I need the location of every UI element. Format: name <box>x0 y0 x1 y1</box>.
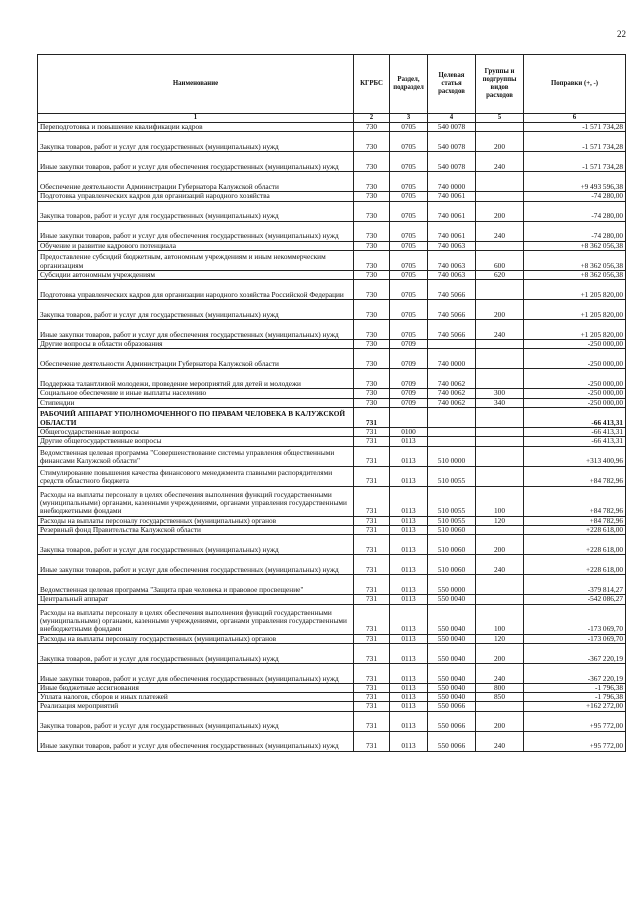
row-section: 0705 <box>390 270 428 279</box>
row-section: 0113 <box>390 693 428 702</box>
row-section: 0100 <box>390 428 428 437</box>
row-target: 550 0066 <box>428 731 476 751</box>
row-section: 0113 <box>390 702 428 711</box>
row-section: 0113 <box>390 466 428 486</box>
table-row <box>38 711 626 731</box>
row-target: 550 0000 <box>428 575 476 595</box>
row-target: 550 0040 <box>428 693 476 702</box>
column-number: 6 <box>524 114 626 123</box>
row-group: 340 <box>476 398 524 407</box>
row-group: 800 <box>476 683 524 692</box>
row-target: 740 0062 <box>428 369 476 389</box>
row-section: 0705 <box>390 132 428 152</box>
row-section: 0705 <box>390 280 428 300</box>
header-kgrbs: КГРБС <box>354 55 390 114</box>
row-section: 0113 <box>390 525 428 534</box>
row-group: 200 <box>476 535 524 555</box>
row-group <box>476 595 524 604</box>
row-kgrbs: 731 <box>354 702 390 711</box>
row-amount: +1 205 820,00 <box>524 280 626 300</box>
row-group: 100 <box>476 486 524 516</box>
row-name: Закупка товаров, работ и услуг для государственных (муниципальных) нужд <box>38 535 354 555</box>
row-group <box>476 349 524 369</box>
row-section: 0705 <box>390 123 428 132</box>
row-name: Обеспечение деятельности Администрации Губернатора Калужской области <box>38 172 354 192</box>
row-amount: +84 782,96 <box>524 466 626 486</box>
row-kgrbs: 731 <box>354 663 390 683</box>
table-row <box>38 300 626 320</box>
row-name: Обучение и развитие кадрового потенциала <box>38 241 354 250</box>
row-target: 740 5066 <box>428 300 476 320</box>
row-amount: +8 362 056,38 <box>524 270 626 279</box>
row-kgrbs: 731 <box>354 408 390 428</box>
table-row <box>38 389 626 398</box>
row-name: Другие вопросы в области образования <box>38 340 354 349</box>
row-target <box>428 408 476 428</box>
row-amount: +84 782,96 <box>524 516 626 525</box>
row-group: 200 <box>476 711 524 731</box>
row-kgrbs: 730 <box>354 270 390 279</box>
row-kgrbs: 731 <box>354 555 390 575</box>
row-amount: -250 000,00 <box>524 340 626 349</box>
row-section: 0705 <box>390 192 428 201</box>
row-section <box>390 408 428 428</box>
row-target <box>428 437 476 446</box>
row-target: 740 0061 <box>428 201 476 221</box>
row-section: 0709 <box>390 340 428 349</box>
row-name: Иные закупки товаров, работ и услуг для обеспечения государственных (муниципальных) нужд <box>38 320 354 340</box>
table-row <box>38 398 626 407</box>
row-group: 240 <box>476 152 524 172</box>
row-target: 550 0040 <box>428 595 476 604</box>
row-section: 0113 <box>390 643 428 663</box>
row-target: 510 0055 <box>428 516 476 525</box>
row-amount: -173 069,70 <box>524 634 626 643</box>
row-name: Иные закупки товаров, работ и услуг для обеспечения государственных (муниципальных) нужд <box>38 555 354 575</box>
row-name: Подготовка управленческих кадров для организации народного хозяйства Российской Федерации <box>38 280 354 300</box>
row-group <box>476 280 524 300</box>
row-group: 200 <box>476 643 524 663</box>
table-row <box>38 369 626 389</box>
row-kgrbs: 731 <box>354 711 390 731</box>
row-target: 740 0000 <box>428 349 476 369</box>
row-target: 740 0061 <box>428 192 476 201</box>
row-kgrbs: 731 <box>354 683 390 692</box>
row-group: 200 <box>476 132 524 152</box>
row-kgrbs: 730 <box>354 201 390 221</box>
row-name: Иные закупки товаров, работ и услуг для обеспечения государственных (муниципальных) нужд <box>38 731 354 751</box>
row-group: 200 <box>476 201 524 221</box>
row-amount: -1 796,38 <box>524 683 626 692</box>
row-amount: +228 618,00 <box>524 535 626 555</box>
row-target: 740 0061 <box>428 221 476 241</box>
row-group <box>476 525 524 534</box>
table-row <box>38 172 626 192</box>
row-name: Субсидии автономным учреждениям <box>38 270 354 279</box>
row-section: 0113 <box>390 437 428 446</box>
row-group <box>476 437 524 446</box>
row-name: Предоставление субсидий бюджетным, автономным учреждениям и иным некоммерческим организациям <box>38 250 354 270</box>
row-group: 120 <box>476 516 524 525</box>
row-group <box>476 408 524 428</box>
row-kgrbs: 731 <box>354 693 390 702</box>
row-name: Расходы на выплаты персоналу государственных (муниципальных) органов <box>38 516 354 525</box>
row-target: 510 0000 <box>428 446 476 466</box>
row-name: Общегосударственные вопросы <box>38 428 354 437</box>
column-number-row <box>38 114 626 123</box>
column-number: 5 <box>476 114 524 123</box>
row-amount: -367 220,19 <box>524 663 626 683</box>
row-section: 0705 <box>390 320 428 340</box>
row-target: 740 0062 <box>428 398 476 407</box>
header-name: Наименование <box>38 55 354 114</box>
row-amount: -250 000,00 <box>524 369 626 389</box>
row-group: 240 <box>476 731 524 751</box>
row-amount: -74 280,00 <box>524 201 626 221</box>
row-target: 550 0066 <box>428 702 476 711</box>
row-group: 100 <box>476 604 524 634</box>
row-kgrbs: 731 <box>354 466 390 486</box>
row-amount: -173 069,70 <box>524 604 626 634</box>
row-amount: -74 280,00 <box>524 192 626 201</box>
row-name: Стипендии <box>38 398 354 407</box>
row-name: Закупка товаров, работ и услуг для государственных (муниципальных) нужд <box>38 711 354 731</box>
header-section: Раздел, подраздел <box>390 55 428 114</box>
table-row <box>38 349 626 369</box>
row-section: 0705 <box>390 250 428 270</box>
table-row <box>38 683 626 692</box>
row-section: 0113 <box>390 446 428 466</box>
row-amount: -1 571 734,28 <box>524 132 626 152</box>
row-section: 0705 <box>390 241 428 250</box>
row-group: 600 <box>476 250 524 270</box>
row-name: Иные закупки товаров, работ и услуг для обеспечения государственных (муниципальных) нужд <box>38 663 354 683</box>
row-name: Обеспечение деятельности Администрации Губернатора Калужской области <box>38 349 354 369</box>
row-kgrbs: 730 <box>354 340 390 349</box>
row-group <box>476 466 524 486</box>
row-kgrbs: 731 <box>354 575 390 595</box>
row-target: 740 5066 <box>428 320 476 340</box>
row-section: 0113 <box>390 604 428 634</box>
table-row <box>38 693 626 702</box>
row-name: Резервный фонд Правительства Калужской области <box>38 525 354 534</box>
row-group: 120 <box>476 634 524 643</box>
table-row <box>38 595 626 604</box>
row-name: Социальное обеспечение и иные выплаты населению <box>38 389 354 398</box>
table-row <box>38 123 626 132</box>
row-group: 200 <box>476 300 524 320</box>
table-row <box>38 663 626 683</box>
row-name: Иные бюджетные ассигнования <box>38 683 354 692</box>
row-kgrbs: 731 <box>354 535 390 555</box>
row-amount: -66 413,31 <box>524 437 626 446</box>
column-number: 4 <box>428 114 476 123</box>
row-section: 0113 <box>390 663 428 683</box>
row-amount: -542 086,27 <box>524 595 626 604</box>
row-group <box>476 172 524 192</box>
row-amount: -74 280,00 <box>524 221 626 241</box>
row-amount: +8 362 056,38 <box>524 241 626 250</box>
row-amount: +95 772,00 <box>524 731 626 751</box>
row-group: 240 <box>476 555 524 575</box>
row-kgrbs: 730 <box>354 389 390 398</box>
table-row <box>38 535 626 555</box>
row-kgrbs: 730 <box>354 172 390 192</box>
row-group: 300 <box>476 389 524 398</box>
row-name: Подготовка управленческих кадров для организаций народного хозяйства <box>38 192 354 201</box>
row-name: Закупка товаров, работ и услуг для государственных (муниципальных) нужд <box>38 201 354 221</box>
table-row <box>38 250 626 270</box>
row-name: Ведомственная целевая программа "Совершенствование системы управления общественными финансами Калужской области" <box>38 446 354 466</box>
row-target: 540 0078 <box>428 152 476 172</box>
row-section: 0709 <box>390 389 428 398</box>
table-row <box>38 241 626 250</box>
row-name: Расходы на выплаты персоналу в целях обеспечения выполнения функций государственными (муниципальными) органами, казенными учреждениями, органами управления государственными внебюджетными фондами <box>38 486 354 516</box>
row-target: 550 0040 <box>428 643 476 663</box>
table-row <box>38 408 626 428</box>
row-kgrbs: 730 <box>354 221 390 241</box>
row-kgrbs: 730 <box>354 300 390 320</box>
row-amount: -250 000,00 <box>524 389 626 398</box>
row-amount: +1 205 820,00 <box>524 300 626 320</box>
row-amount: +313 400,96 <box>524 446 626 466</box>
row-name: Расходы на выплаты персоналу государственных (муниципальных) органов <box>38 634 354 643</box>
row-amount: -250 000,00 <box>524 398 626 407</box>
row-amount: +1 205 820,00 <box>524 320 626 340</box>
row-group <box>476 428 524 437</box>
row-amount: -367 220,19 <box>524 643 626 663</box>
row-section: 0113 <box>390 555 428 575</box>
column-number: 3 <box>390 114 428 123</box>
row-name: Переподготовка и повышение квалификации кадров <box>38 123 354 132</box>
row-group <box>476 575 524 595</box>
column-number: 2 <box>354 114 390 123</box>
row-name: Закупка товаров, работ и услуг для государственных (муниципальных) нужд <box>38 132 354 152</box>
row-amount: +8 362 056,38 <box>524 250 626 270</box>
table-row <box>38 575 626 595</box>
row-group: 850 <box>476 693 524 702</box>
table-row <box>38 486 626 516</box>
row-kgrbs: 730 <box>354 152 390 172</box>
row-group <box>476 340 524 349</box>
row-kgrbs: 730 <box>354 192 390 201</box>
amendments-table <box>37 54 626 752</box>
table-row <box>38 643 626 663</box>
row-target: 550 0040 <box>428 683 476 692</box>
row-amount: -66 413,31 <box>524 428 626 437</box>
row-amount: -1 571 734,28 <box>524 123 626 132</box>
table-row <box>38 280 626 300</box>
row-amount: +84 782,96 <box>524 486 626 516</box>
row-target: 510 0060 <box>428 555 476 575</box>
row-target: 550 0040 <box>428 634 476 643</box>
row-amount: -250 000,00 <box>524 349 626 369</box>
row-target: 510 0055 <box>428 486 476 516</box>
row-kgrbs: 731 <box>354 643 390 663</box>
row-section: 0705 <box>390 152 428 172</box>
row-section: 0113 <box>390 634 428 643</box>
row-amount: +162 272,00 <box>524 702 626 711</box>
row-target: 550 0040 <box>428 604 476 634</box>
row-amount: -1 796,38 <box>524 693 626 702</box>
row-section: 0705 <box>390 172 428 192</box>
page-number: 22 <box>617 29 626 39</box>
row-group <box>476 241 524 250</box>
row-target: 740 0063 <box>428 241 476 250</box>
row-target: 740 5066 <box>428 280 476 300</box>
table-row <box>38 192 626 201</box>
row-kgrbs: 731 <box>354 634 390 643</box>
row-target: 740 0062 <box>428 389 476 398</box>
table-row <box>38 702 626 711</box>
row-name: Иные закупки товаров, работ и услуг для обеспечения государственных (муниципальных) нужд <box>38 221 354 241</box>
row-name: Поддержка талантливой молодежи, проведение мероприятий для детей и молодежи <box>38 369 354 389</box>
row-name: Реализация мероприятий <box>38 702 354 711</box>
row-target: 550 0066 <box>428 711 476 731</box>
table-row <box>38 446 626 466</box>
row-target: 550 0040 <box>428 663 476 683</box>
row-target: 540 0078 <box>428 123 476 132</box>
table-row <box>38 604 626 634</box>
row-kgrbs: 731 <box>354 525 390 534</box>
row-target: 540 0078 <box>428 132 476 152</box>
table-row <box>38 437 626 446</box>
row-group <box>476 702 524 711</box>
row-section: 0113 <box>390 516 428 525</box>
row-kgrbs: 731 <box>354 516 390 525</box>
row-section: 0709 <box>390 349 428 369</box>
row-kgrbs: 731 <box>354 437 390 446</box>
row-amount: -66 413,31 <box>524 408 626 428</box>
table-row <box>38 731 626 751</box>
row-name: Другие общегосударственные вопросы <box>38 437 354 446</box>
row-kgrbs: 731 <box>354 604 390 634</box>
row-target: 510 0055 <box>428 466 476 486</box>
row-kgrbs: 730 <box>354 132 390 152</box>
row-amount: +228 618,00 <box>524 555 626 575</box>
row-kgrbs: 731 <box>354 486 390 516</box>
row-group <box>476 192 524 201</box>
row-group <box>476 369 524 389</box>
row-group: 240 <box>476 663 524 683</box>
table-body <box>38 123 626 752</box>
column-number: 1 <box>38 114 354 123</box>
header-amendments: Поправки (+, -) <box>524 55 626 114</box>
table-row <box>38 516 626 525</box>
row-name: Закупка товаров, работ и услуг для государственных (муниципальных) нужд <box>38 300 354 320</box>
row-kgrbs: 731 <box>354 446 390 466</box>
table-row <box>38 634 626 643</box>
row-group: 240 <box>476 320 524 340</box>
row-target: 510 0060 <box>428 525 476 534</box>
row-name: Стимулирование повышения качества финансового менеджмента главными распорядителями средств областного бюджета <box>38 466 354 486</box>
row-target <box>428 340 476 349</box>
row-section: 0113 <box>390 683 428 692</box>
table-row <box>38 320 626 340</box>
row-amount: -379 814,27 <box>524 575 626 595</box>
header-target: Целевая статья расходов <box>428 55 476 114</box>
row-target: 740 0063 <box>428 250 476 270</box>
row-name: Ведомственная целевая программа "Защита прав человека и правовое просвещение" <box>38 575 354 595</box>
row-kgrbs: 730 <box>354 280 390 300</box>
row-amount: -1 571 734,28 <box>524 152 626 172</box>
table-row <box>38 428 626 437</box>
row-name: Закупка товаров, работ и услуг для государственных (муниципальных) нужд <box>38 643 354 663</box>
row-kgrbs: 730 <box>354 349 390 369</box>
table-row <box>38 201 626 221</box>
row-target: 740 0000 <box>428 172 476 192</box>
row-kgrbs: 730 <box>354 398 390 407</box>
table-row <box>38 152 626 172</box>
table-header-row <box>38 55 626 114</box>
row-amount: +9 493 596,38 <box>524 172 626 192</box>
row-section: 0705 <box>390 201 428 221</box>
row-section: 0113 <box>390 575 428 595</box>
row-name: РАБОЧИЙ АППАРАТ УПОЛНОМОЧЕННОГО ПО ПРАВАМ ЧЕЛОВЕКА В КАЛУЖСКОЙ ОБЛАСТИ <box>38 408 354 428</box>
table-row <box>38 270 626 279</box>
row-group: 620 <box>476 270 524 279</box>
row-name: Центральный аппарат <box>38 595 354 604</box>
row-name: Иные закупки товаров, работ и услуг для обеспечения государственных (муниципальных) нужд <box>38 152 354 172</box>
row-section: 0705 <box>390 221 428 241</box>
row-section: 0709 <box>390 398 428 407</box>
row-kgrbs: 730 <box>354 320 390 340</box>
row-group: 240 <box>476 221 524 241</box>
row-amount: +228 618,00 <box>524 525 626 534</box>
row-name: Уплата налогов, сборов и иных платежей <box>38 693 354 702</box>
row-kgrbs: 731 <box>354 731 390 751</box>
row-name: Расходы на выплаты персоналу в целях обеспечения выполнения функций государственными (муниципальными) органами, казенными учреждениями, органами управления государственными внебюджетными фондами <box>38 604 354 634</box>
row-section: 0113 <box>390 711 428 731</box>
row-target: 740 0063 <box>428 270 476 279</box>
row-kgrbs: 730 <box>354 250 390 270</box>
table-row <box>38 221 626 241</box>
row-target: 510 0060 <box>428 535 476 555</box>
table-row <box>38 132 626 152</box>
header-groups: Группы и подгруппы видов расходов <box>476 55 524 114</box>
row-group <box>476 446 524 466</box>
row-kgrbs: 730 <box>354 369 390 389</box>
row-target <box>428 428 476 437</box>
row-amount: +95 772,00 <box>524 711 626 731</box>
row-section: 0113 <box>390 535 428 555</box>
table-row <box>38 466 626 486</box>
row-kgrbs: 731 <box>354 595 390 604</box>
row-section: 0113 <box>390 731 428 751</box>
row-kgrbs: 730 <box>354 241 390 250</box>
row-section: 0705 <box>390 300 428 320</box>
row-kgrbs: 730 <box>354 123 390 132</box>
table-row <box>38 525 626 534</box>
table-row <box>38 555 626 575</box>
row-group <box>476 123 524 132</box>
table-row <box>38 340 626 349</box>
row-section: 0113 <box>390 486 428 516</box>
row-section: 0709 <box>390 369 428 389</box>
row-kgrbs: 731 <box>354 428 390 437</box>
row-section: 0113 <box>390 595 428 604</box>
